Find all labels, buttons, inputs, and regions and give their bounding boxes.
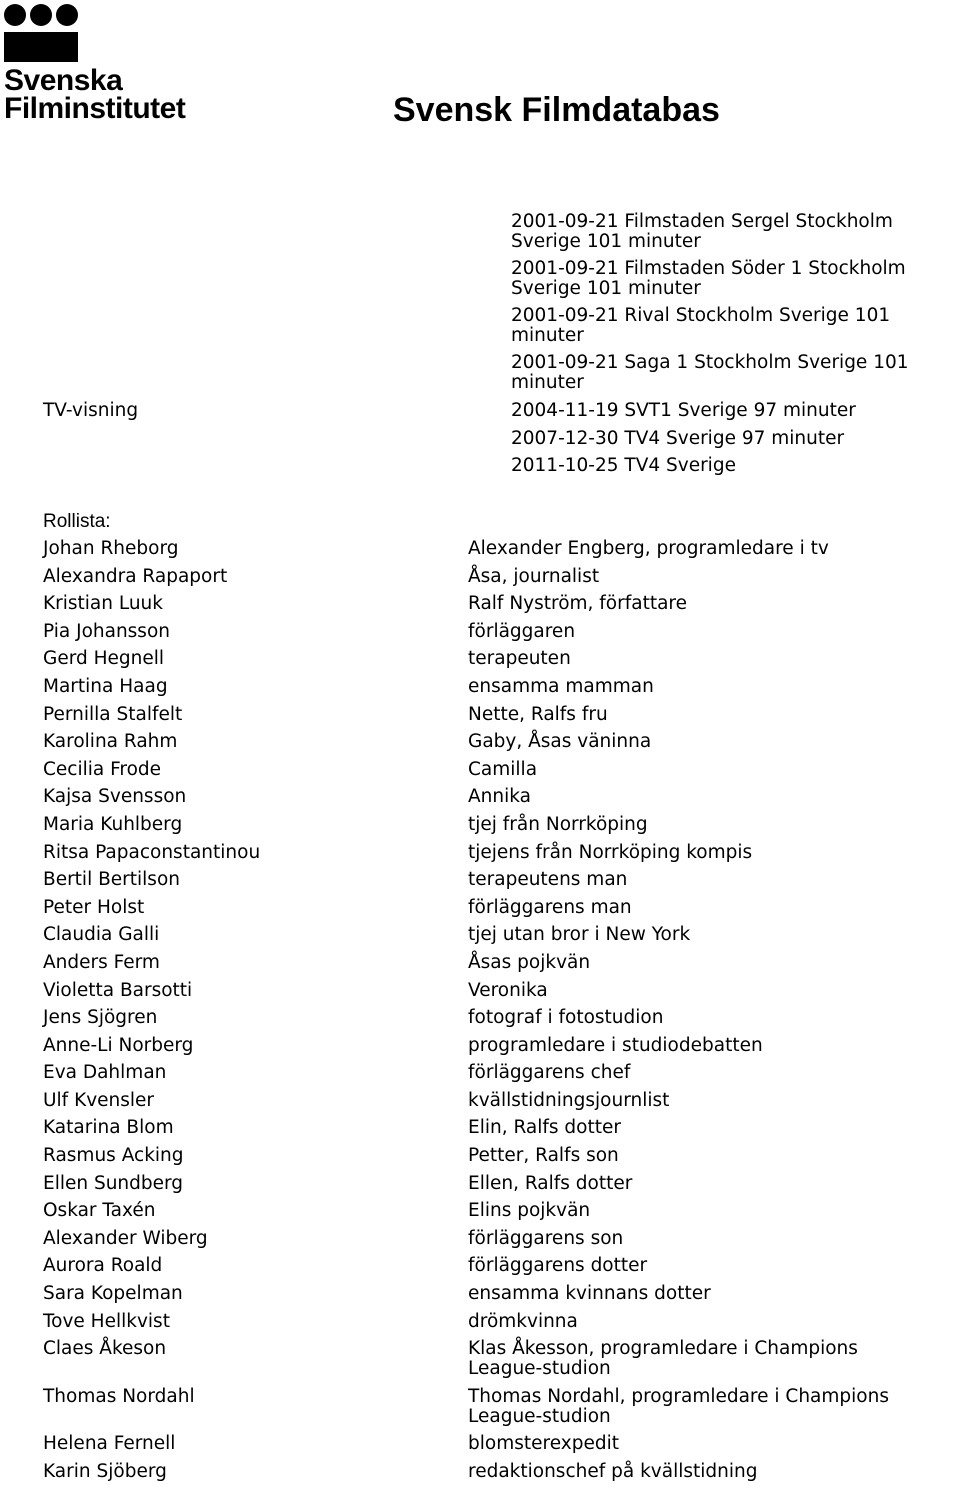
role-name: tjej från Norrköping	[468, 813, 648, 835]
role-name: Klas Åkesson, programledare i Champions League-studion	[468, 1338, 858, 1380]
role-name: förläggarens chef	[468, 1062, 631, 1084]
role-name: Veronika	[468, 979, 548, 1001]
role-name: Elins pojkvän	[468, 1200, 591, 1222]
actor-name: Thomas Nordahl	[43, 1385, 195, 1407]
actor-name: Ulf Kvensler	[43, 1089, 155, 1111]
role-name: blomsterexpedit	[468, 1433, 619, 1454]
cast-row	[0, 1256, 960, 1284]
actor-name: Karin Sjöberg	[43, 1460, 167, 1482]
role-name: förläggarens dotter	[468, 1255, 648, 1277]
role-name: tjej utan bror i New York	[468, 924, 691, 946]
cast-row	[0, 1091, 960, 1119]
cast-row	[0, 1008, 960, 1036]
tv-screening-item: 2007-12-30 TV4 Sverige 97 minuter	[511, 427, 845, 449]
cast-row	[0, 1201, 960, 1229]
actor-name: Pia Johansson	[43, 620, 170, 642]
logo-square	[4, 32, 78, 62]
cast-heading: Rollista:	[43, 511, 111, 532]
cast-row	[0, 594, 960, 622]
actor-name: Kajsa Svensson	[43, 786, 187, 808]
cast-row	[0, 539, 960, 567]
actor-name: Karolina Rahm	[43, 731, 178, 753]
cast-row	[0, 677, 960, 705]
role-name: Ellen, Ralfs dotter	[468, 1172, 633, 1194]
role-name: Åsa, journalist	[468, 565, 600, 587]
cast-row	[0, 925, 960, 953]
role-name: förläggarens man	[468, 896, 632, 918]
actor-name: Cecilia Frode	[43, 758, 162, 780]
role-name: redaktionschef på kvällstidning	[468, 1460, 758, 1482]
role-name: terapeuten	[468, 648, 571, 670]
role-name: programledare i studiodebatten	[468, 1034, 763, 1056]
cast-row	[0, 1146, 960, 1174]
cast-row	[0, 870, 960, 898]
role-name: terapeutens man	[468, 869, 628, 891]
cast-list	[0, 539, 960, 1489]
cast-row	[0, 1387, 960, 1434]
actor-name: Maria Kuhlberg	[43, 813, 183, 835]
premiere-screening-item: 2001-09-21 Saga 1 Stockholm Sverige 101 minuter	[511, 352, 909, 393]
cast-row	[0, 1229, 960, 1257]
actor-name: Eva Dahlman	[43, 1062, 167, 1084]
premiere-screening-item: 2001-09-21 Filmstaden Sergel Stockholm Sverige 101 minuter	[511, 211, 893, 252]
actor-name: Violetta Barsotti	[43, 979, 193, 1001]
actor-name: Anne-Li Norberg	[43, 1034, 194, 1056]
logo-dot	[4, 4, 26, 26]
cast-row	[0, 622, 960, 650]
role-name: tjejens från Norrköping kompis	[468, 841, 753, 863]
actor-name: Anders Ferm	[43, 951, 160, 973]
premiere-screenings-list	[511, 212, 951, 400]
actor-name: Aurora Roald	[43, 1255, 163, 1277]
role-name: Camilla	[468, 758, 538, 780]
tv-screening-label: TV-visning	[43, 400, 139, 421]
role-name: Åsas pojkvän	[468, 951, 591, 973]
logo-text-line2: Filminstitutet	[4, 92, 186, 125]
role-name: Petter, Ralfs son	[468, 1145, 619, 1167]
premiere-screening-item: 2001-09-21 Filmstaden Söder 1 Stockholm Sverige 101 minuter	[511, 258, 906, 299]
cast-row	[0, 649, 960, 677]
actor-name: Sara Kopelman	[43, 1283, 183, 1305]
actor-name: Rasmus Acking	[43, 1145, 184, 1167]
actor-name: Pernilla Stalfelt	[43, 703, 183, 725]
cast-row	[0, 898, 960, 926]
actor-name: Johan Rheborg	[43, 538, 179, 559]
actor-name: Gerd Hegnell	[43, 648, 165, 670]
logo-dot	[56, 4, 78, 26]
role-name: Elin, Ralfs dotter	[468, 1117, 621, 1139]
actor-name: Alexander Wiberg	[43, 1227, 208, 1249]
cast-row	[0, 787, 960, 815]
tv-screening-item: 2011-10-25 TV4 Sverige	[511, 455, 736, 476]
actor-name: Katarina Blom	[43, 1117, 174, 1139]
role-name: kvällstidningsjournlist	[468, 1089, 670, 1111]
actor-name: Claudia Galli	[43, 924, 160, 946]
actor-name: Ellen Sundberg	[43, 1172, 184, 1194]
role-name: Thomas Nordahl, programledare i Champions League-studion	[468, 1385, 889, 1427]
role-name: Ralf Nyström, författare	[468, 593, 688, 615]
actor-name: Tove Hellkvist	[43, 1310, 170, 1332]
cast-row	[0, 1118, 960, 1146]
cast-row	[0, 760, 960, 788]
actor-name: Ritsa Papaconstantinou	[43, 841, 261, 863]
role-name: Gaby, Åsas väninna	[468, 731, 652, 753]
actor-name: Oskar Taxén	[43, 1200, 156, 1222]
cast-row	[0, 567, 960, 595]
actor-name: Bertil Bertilson	[43, 869, 180, 891]
cast-row	[0, 1036, 960, 1064]
logo-dot	[30, 4, 52, 26]
cast-row	[0, 1462, 960, 1489]
role-name: ensamma mamman	[468, 675, 654, 697]
premiere-screening-item: 2001-09-21 Rival Stockholm Sverige 101 minuter	[511, 305, 891, 346]
cast-row	[0, 1434, 960, 1462]
actor-name: Kristian Luuk	[43, 593, 163, 615]
role-name: förläggarens son	[468, 1227, 624, 1249]
tv-screening-item: 2004-11-19 SVT1 Sverige 97 minuter	[511, 400, 856, 421]
actor-name: Martina Haag	[43, 675, 168, 697]
role-name: Nette, Ralfs fru	[468, 703, 608, 725]
actor-name: Peter Holst	[43, 896, 145, 918]
cast-row	[0, 1174, 960, 1202]
role-name: fotograf i fotostudion	[468, 1007, 664, 1029]
actor-name: Jens Sjögren	[43, 1007, 158, 1029]
role-name: Alexander Engberg, programledare i tv	[468, 538, 829, 559]
actor-name: Claes Åkeson	[43, 1338, 167, 1360]
cast-row	[0, 732, 960, 760]
role-name: förläggaren	[468, 620, 576, 642]
role-name: ensamma kvinnans dotter	[468, 1283, 711, 1305]
logo-text-line1: Svenska	[4, 64, 123, 97]
svenska-filminstitutet-logo	[2, 2, 202, 126]
cast-row	[0, 981, 960, 1009]
cast-row	[0, 705, 960, 733]
tv-screening-list	[511, 401, 951, 484]
role-name: drömkvinna	[468, 1310, 578, 1332]
cast-row	[0, 1284, 960, 1312]
cast-row	[0, 815, 960, 843]
cast-row	[0, 1339, 960, 1386]
role-name: Annika	[468, 786, 531, 808]
actor-name: Helena Fernell	[43, 1433, 176, 1454]
site-title: Svensk Filmdatabas	[393, 91, 720, 129]
cast-row	[0, 1312, 960, 1340]
cast-row	[0, 1063, 960, 1091]
actor-name: Alexandra Rapaport	[43, 565, 228, 587]
cast-row	[0, 953, 960, 981]
cast-row	[0, 843, 960, 871]
